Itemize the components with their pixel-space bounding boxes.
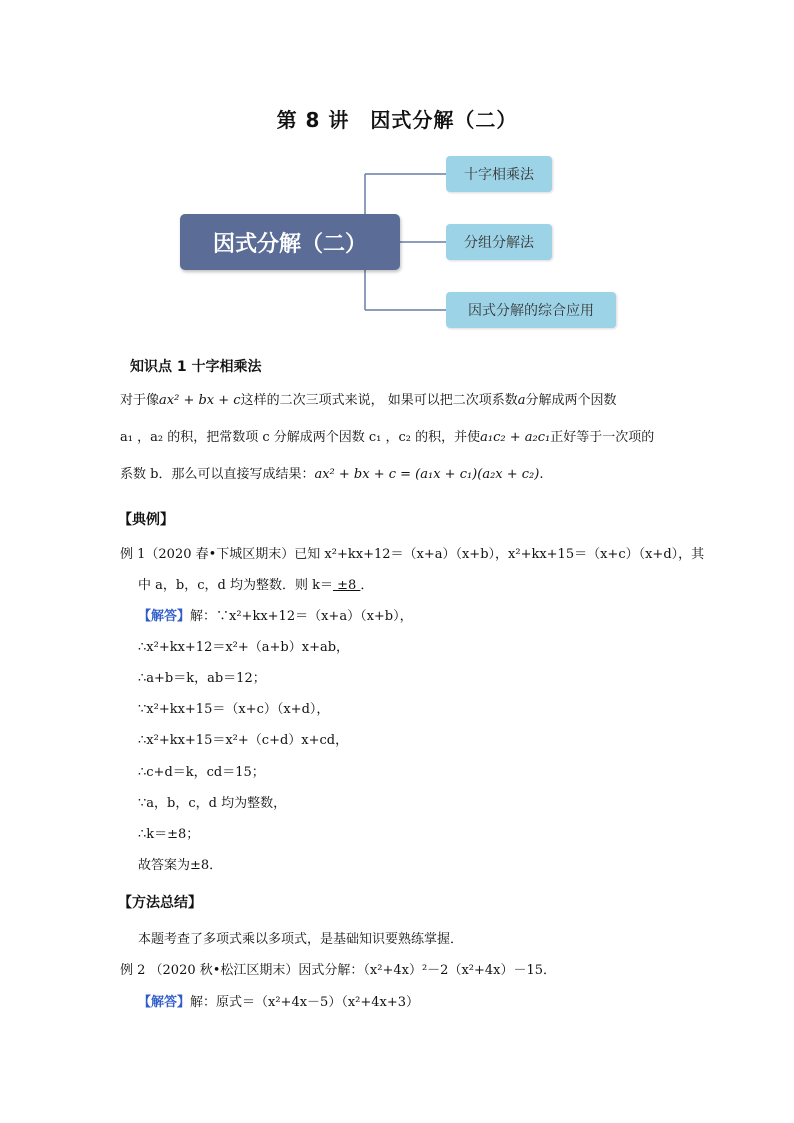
text: 中 a，b，c，d 均为整数．则 k＝ [138, 578, 333, 593]
example1-question-line2 [138, 577, 373, 595]
paragraph-line [120, 466, 543, 484]
solution-line: ∵x²+kx+15＝（x+c）（x+d）， [138, 702, 330, 717]
formula: ax² + bx + c = (a₁x + c₁)(a₂x + c₂) [314, 467, 540, 482]
solution-label: 【解答】 [138, 609, 191, 624]
solution-line: ∴c+d＝k，cd＝15； [138, 765, 265, 780]
solution-line [138, 608, 413, 626]
text: 对于像 [120, 393, 160, 408]
mindmap-branch-application: 因式分解的综合应用 [446, 292, 616, 328]
solution-line: ∴k＝±8； [138, 827, 200, 842]
text: 解：∵x²+kx+12＝（x+a）（x+b）， [190, 609, 413, 624]
mindmap-branch-grouping: 分组分解法 [446, 224, 552, 260]
text: 分解成两个因数 [525, 393, 617, 408]
solution-line: ∵a，b，c，d 均为整数， [138, 796, 287, 811]
example2-question: 例 2 （2020 秋•松江区期末）因式分解：（x²+4x）²－2（x²+4x）－15． [120, 963, 557, 978]
formula: a₁c₂ + a₂c₁ [480, 430, 551, 445]
solution-line [138, 994, 419, 1012]
solution-line: ∴x²+kx+12＝x²+（a+b）x+ab， [138, 640, 350, 655]
mindmap-root: 因式分解（二） [180, 214, 400, 270]
page-title: 第 8 讲 因式分解（二） [276, 108, 518, 132]
paragraph-line [120, 392, 616, 410]
section-heading: 知识点 1 十字相乘法 [130, 359, 262, 375]
solution-line: 故答案为±8． [138, 858, 223, 873]
solution-label: 【解答】 [138, 995, 191, 1010]
mindmap-connectors [0, 0, 794, 340]
formula: ax² + bx + c [159, 393, 241, 408]
text: . [539, 467, 544, 482]
method-text: 本题考查了多项式乘以多项式，是基础知识要熟练掌握． [138, 932, 464, 947]
text: 系数 b．那么可以直接写成结果： [120, 467, 315, 482]
formula: a [517, 393, 526, 408]
mindmap-branch-cross-multiplication: 十字相乘法 [446, 156, 552, 192]
text: a₁ ，a₂ 的积，把常数项 c 分解成两个因数 c₁ ，c₂ 的积，并使 [120, 430, 481, 445]
text: ． [360, 578, 374, 593]
text: 这样的二次三项式来说， 如果可以把二次项系数 [240, 393, 518, 408]
solution-line: ∴a+b＝k，ab＝12； [138, 671, 266, 686]
answer-blank: ±8 [332, 578, 361, 593]
paragraph-line [120, 429, 654, 447]
text: 解：原式＝（x²+4x－5）（x²+4x+3） [190, 995, 420, 1010]
solution-line: ∴x²+kx+15＝x²+（c+d）x+cd， [138, 733, 349, 748]
text: 正好等于一次项的 [550, 430, 655, 445]
example1-question-line1: 例 1（2020 春•下城区期末）已知 x²+kx+12＝（x+a）（x+b），x²+kx+15＝（x+c）（x+d），其 [120, 547, 705, 562]
method-heading: 【方法总结】 [118, 895, 202, 911]
example-heading: 【典例】 [118, 512, 174, 528]
